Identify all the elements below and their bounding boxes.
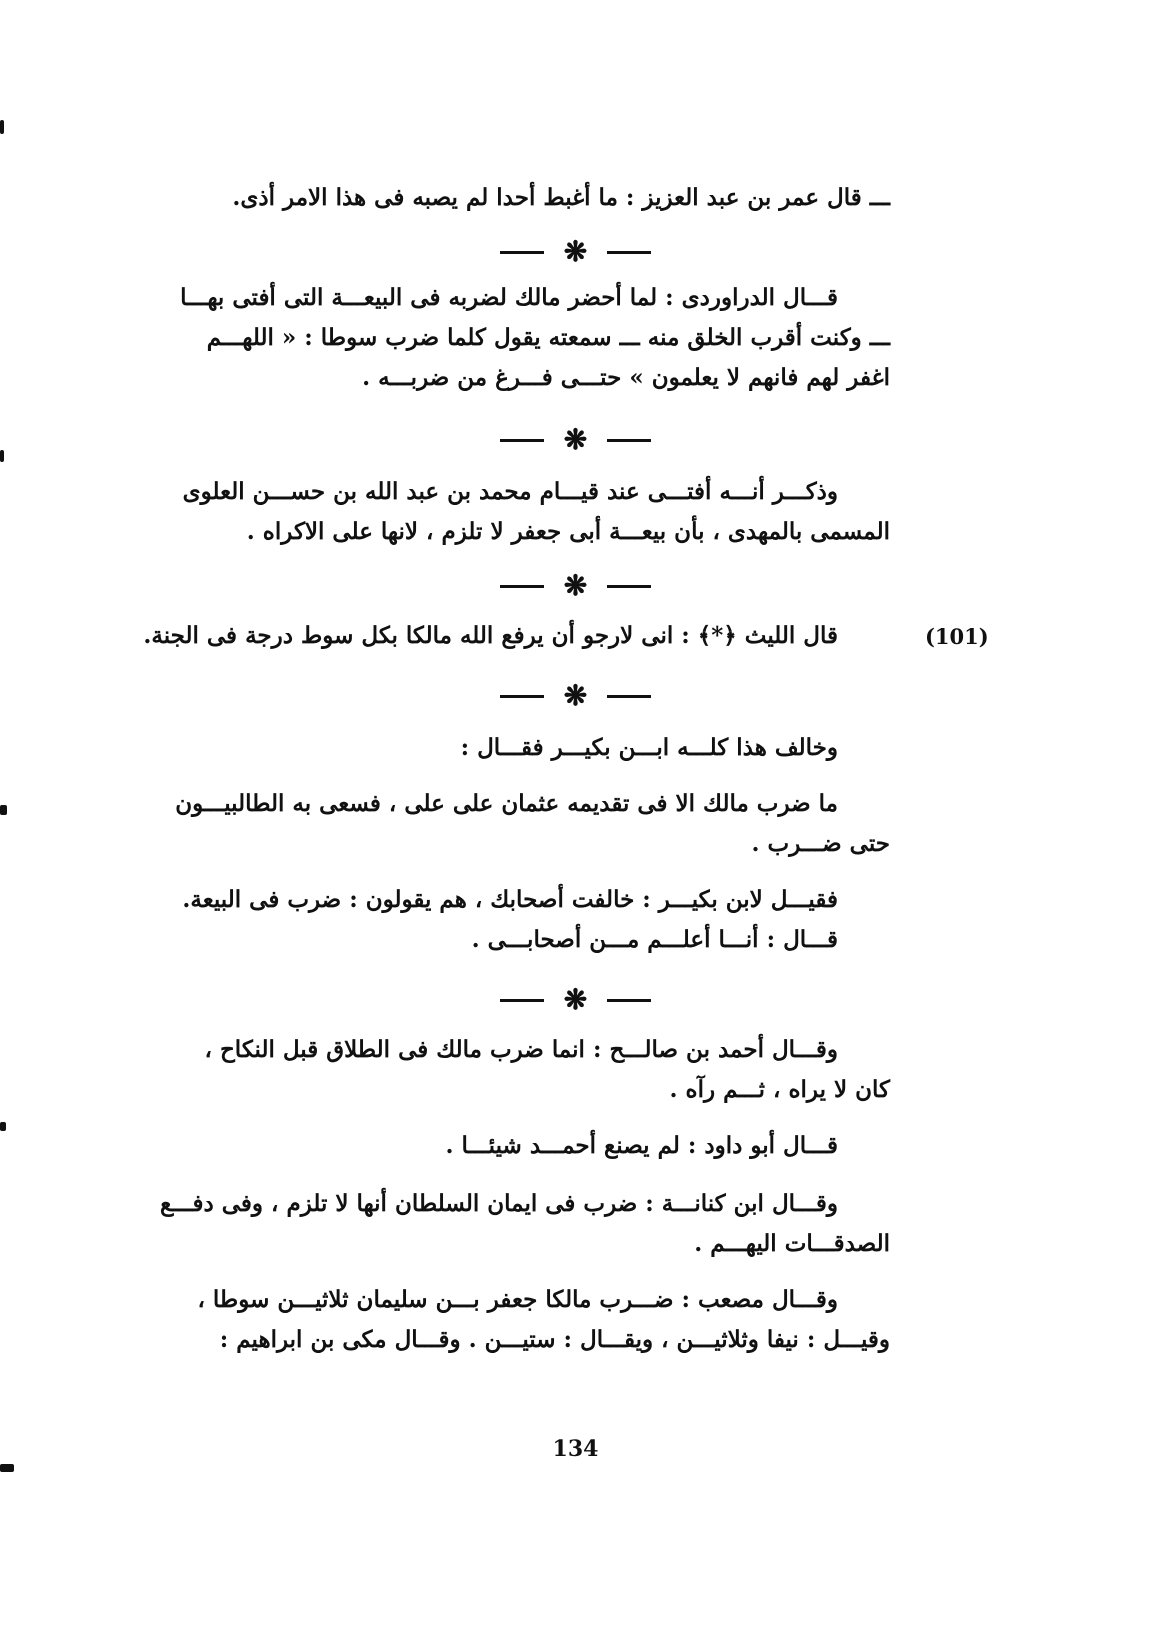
- text-line: قـــال أبو داود : لم يصنع أحمـــد شيئـــا .: [445, 1132, 838, 1159]
- page-number: 134: [552, 1436, 599, 1462]
- paragraph-ibn-kinana: [138, 1184, 890, 1264]
- section-separator: [0, 424, 1151, 454]
- asterisk-ornament-icon: ❋: [563, 983, 588, 1016]
- paragraph-ibn-bukayr-claim: [138, 784, 890, 864]
- paragraph-ahmad-salih: [138, 1030, 890, 1110]
- text-line: فقيـــل لابن بكيـــر : خالفت أصحابك ، هم يقولون : ضرب فى البيعة.: [182, 886, 838, 913]
- asterisk-ornament-icon: ❋: [563, 423, 588, 456]
- paragraph-ibn-bukayr-intro: [138, 728, 890, 768]
- text-line: المسمى بالمهدى ، بأن بيعـــة أبى جعفر لا تلزم ، لانها على الاكراه .: [246, 518, 890, 545]
- paragraph-ibn-bukayr-reply: [138, 880, 890, 960]
- section-separator: [0, 570, 1151, 600]
- section-separator: [0, 984, 1151, 1014]
- scan-edge-mark: [0, 120, 4, 134]
- text-line: وذكـــر أنـــه أفتـــى عند قيـــام محمد بن عبد الله بن حســـن العلوى: [182, 478, 838, 505]
- margin-footnote-number: (101): [925, 624, 989, 649]
- paragraph-layth: [138, 616, 890, 656]
- text-line: حتى ضـــرب .: [751, 830, 890, 857]
- paragraph-abu-dawud: [138, 1126, 890, 1166]
- text-line: كان لا يراه ، ثـــم رآه .: [669, 1076, 890, 1103]
- text-line: ـــ وكنت أقرب الخلق منه ـــ سمعته يقول كلما ضرب سوطا : « اللهـــم: [206, 324, 890, 351]
- text-line: وقـــال أحمد بن صالـــح : انما ضرب مالك فى الطلاق قبل النكاح ،: [204, 1036, 838, 1063]
- separator-dash: [500, 251, 544, 254]
- separator-dash: [607, 439, 651, 442]
- text-line: وقـــال مصعب : ضـــرب مالكا جعفر بـــن سليمان ثلاثيـــن سوطا ،: [197, 1286, 838, 1313]
- text-line: قـــال : أنـــا أعلـــم مـــن أصحابـــى .: [471, 926, 838, 953]
- separator-dash: [500, 439, 544, 442]
- separator-dash: [607, 585, 651, 588]
- scan-edge-mark: [0, 1464, 14, 1472]
- text-line: قـــال الدراوردى : لما أحضر مالك لضربه فى البيعـــة التى أفتى بهـــا: [180, 284, 838, 311]
- text-line: وقيـــل : نيفا وثلاثيـــن ، ويقـــال : ستيـــن . وقـــال مكى بن ابراهيم :: [219, 1326, 890, 1353]
- asterisk-ornament-icon: ❋: [563, 679, 588, 712]
- scan-edge-mark: [0, 1122, 6, 1131]
- separator-dash: [607, 251, 651, 254]
- section-separator: [0, 680, 1151, 710]
- paragraph-darawardi: [138, 278, 890, 398]
- asterisk-ornament-icon: ❋: [563, 569, 588, 602]
- text-line: قال الليث ﴿*﴾ : انى لارجو أن يرفع الله مالكا بكل سوط درجة فى الجنة.: [143, 622, 838, 649]
- paragraph-fatwa-mahdi: [138, 472, 890, 552]
- text-line: الصدقـــات اليهـــم .: [694, 1230, 890, 1257]
- separator-dash: [500, 999, 544, 1002]
- scan-edge-mark: [0, 805, 7, 815]
- text-line: وقـــال ابن كنانـــة : ضرب فى ايمان السلطان أنها لا تلزم ، وفى دفـــع: [160, 1190, 838, 1217]
- text-line: اغفر لهم فانهم لا يعلمون » حتـــى فـــرغ من ضربـــه .: [362, 364, 890, 391]
- separator-dash: [500, 585, 544, 588]
- text-line: ما ضرب مالك الا فى تقديمه عثمان على على ، فسعى به الطالبيـــون: [175, 790, 838, 817]
- asterisk-ornament-icon: ❋: [563, 235, 588, 268]
- section-separator: [0, 236, 1151, 266]
- paragraph-umar-quote: [138, 178, 890, 218]
- separator-dash: [607, 695, 651, 698]
- separator-dash: [500, 695, 544, 698]
- separator-dash: [607, 999, 651, 1002]
- paragraph-musab: [138, 1280, 890, 1360]
- text-line: وخالف هذا كلـــه ابـــن بكيـــر فقـــال :: [460, 734, 838, 761]
- text-line: ـــ قال عمر بن عبد العزيز : ما أغبط أحدا لم يصبه فى هذا الامر أذى.: [232, 184, 890, 211]
